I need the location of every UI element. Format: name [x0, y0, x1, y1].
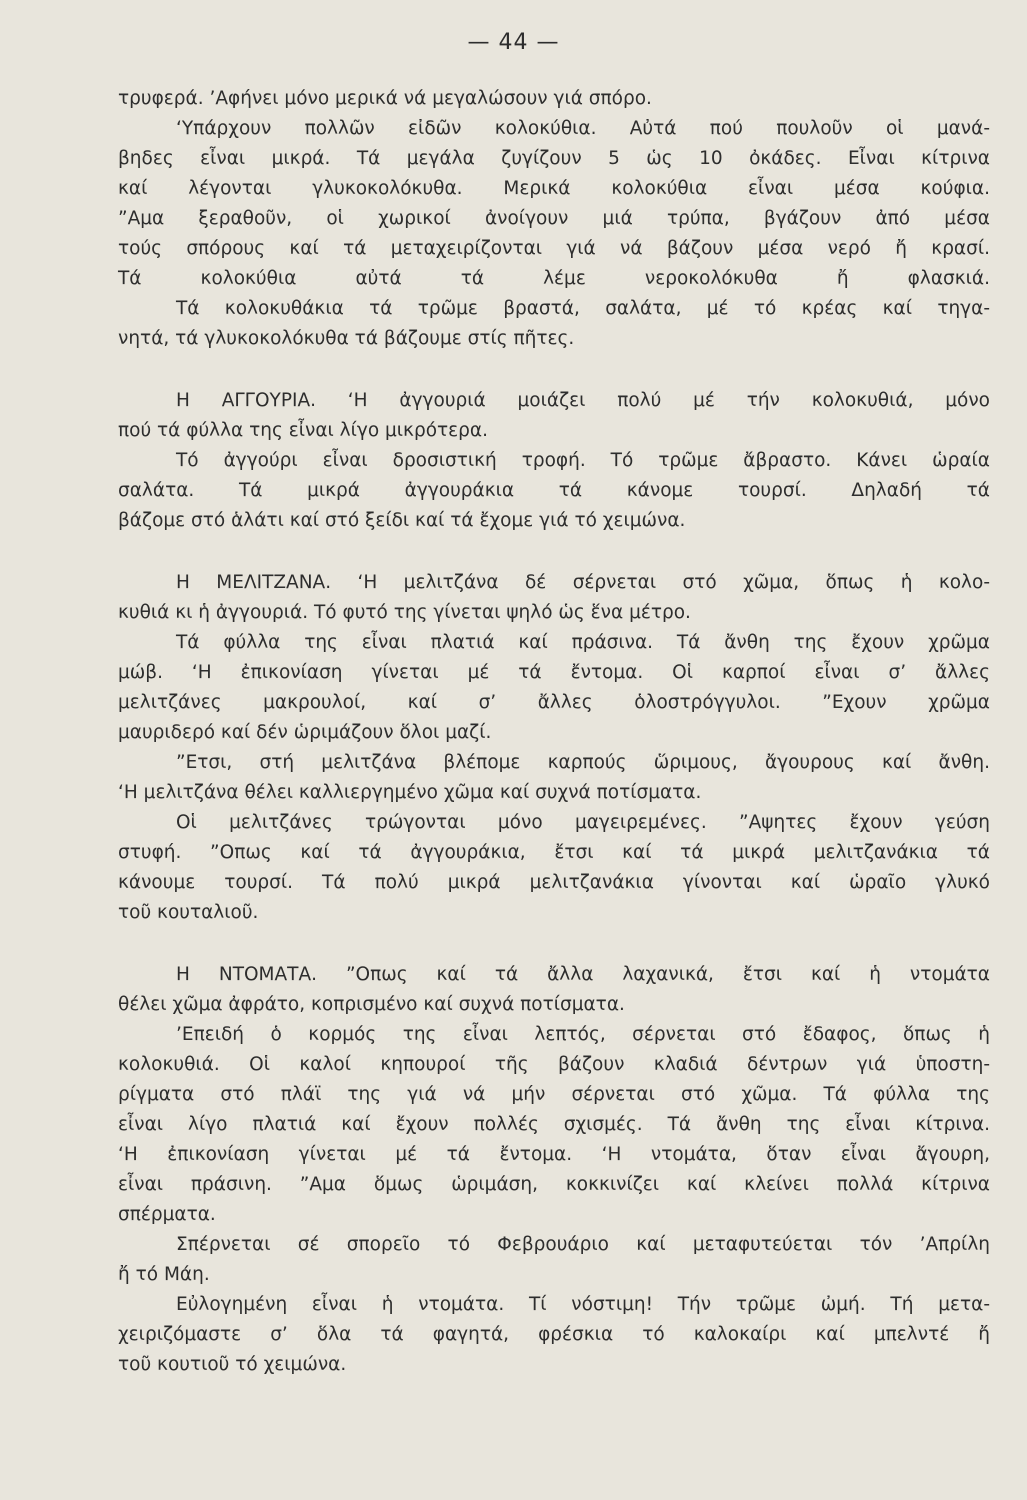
text-line: ‘Η ἐπικονίαση γίνεται μέ τά ἔντομα. ‘Η ντομάτα, ὅταν εἶναι ἄγουρη, — [118, 1144, 990, 1165]
text-line: στυφή. ”Οπως καί τά ἀγγουράκια, ἔτσι καί τά μικρά μελιτζανάκια τά — [118, 842, 990, 863]
text-line: κάνουμε τουρσί. Τά πολύ μικρά μελιτζανάκια γίνονται καί ὡραῖο γλυκό — [118, 872, 990, 893]
text-line: ”Ετσι, στή μελιτζάνα βλέπομε καρπούς ὥριμους, ἄγουρους καί ἄνθη. — [176, 752, 990, 773]
text-line: βηδες εἶναι μικρά. Τά μεγάλα ζυγίζουν 5 ὡς 10 ὀκάδες. Εἶναι κίτρινα — [118, 148, 990, 169]
text-line: σπέρματα. — [118, 1204, 216, 1225]
page-number: — 44 — — [467, 30, 560, 55]
text-line: τρυφερά. ’Αφήνει μόνο μερικά νά μεγαλώσουν γιά σπόρο. — [118, 88, 652, 109]
text-line: Τά κολοκυθάκια τά τρῶμε βραστά, σαλάτα, μέ τό κρέας καί τηγα- — [176, 298, 990, 319]
text-line: Τά φύλλα της εἶναι πλατιά καί πράσινα. Τά ἄνθη της ἔχουν χρῶμα — [176, 632, 990, 653]
text-line: ἤ τό Μάη. — [118, 1264, 210, 1285]
text-line: κολοκυθιά. Οἱ καλοί κηπουροί τῆς βάζουν κλαδιά δέντρων γιά ὑποστη- — [118, 1054, 990, 1075]
text-line: πού τά φύλλα της εἶναι λίγο μικρότερα. — [118, 420, 488, 441]
text-line: μαυριδερό καί δέν ὡριμάζουν ὅλοι μαζί. — [118, 722, 492, 743]
text-line: Σπέρνεται σέ σπορεῖο τό Φεβρουάριο καί μεταφυτεύεται τόν ’Απρίλη — [176, 1234, 990, 1255]
text-line: σαλάτα. Τά μικρά ἀγγουράκια τά κάνομε τουρσί. Δηλαδή τά — [118, 480, 990, 501]
text-line: βάζομε στό ἁλάτι καί στό ξείδι καί τά ἔχομε γιά τό χειμώνα. — [118, 510, 686, 531]
paragraph-gap — [118, 536, 990, 568]
text-line: εἶναι πράσινη. ”Αμα ὅμως ὡριμάση, κοκκινίζει καί κλείνει πολλά κίτρινα — [118, 1174, 990, 1195]
text-line: ρίγματα στό πλάϊ της γιά νά μήν σέρνεται στό χῶμα. Τά φύλλα της — [118, 1084, 990, 1105]
body-text — [118, 84, 990, 1380]
text-line: τοῦ κουτιοῦ τό χειμώνα. — [118, 1354, 347, 1375]
text-line: Εὐλογημένη εἶναι ἡ ντομάτα. Τί νόστιμη! Τήν τρῶμε ὠμή. Τή μετα- — [176, 1294, 990, 1315]
text-line: ‘Η μελιτζάνα θέλει καλλιεργημένο χῶμα καί συχνά ποτίσματα. — [118, 782, 702, 803]
text-line: Τά κολοκύθια αὐτά τά λέμε νεροκολόκυθα ἤ φλασκιά. — [118, 268, 990, 289]
text-line: μελιτζάνες μακρουλοί, καί σ’ ἄλλες ὁλοστρόγγυλοι. ”Εχουν χρῶμα — [118, 692, 990, 713]
text-line: μώβ. ‘Η ἐπικονίαση γίνεται μέ τά ἔντομα. Οἱ καρποί εἶναι σ’ ἄλλες — [118, 662, 990, 683]
text-line: ’Επειδή ὁ κορμός της εἶναι λεπτός, σέρνεται στό ἔδαφος, ὅπως ἡ — [176, 1024, 990, 1045]
text-line: κυθιά κι ἡ ἀγγουριά. Τό φυτό της γίνεται ψηλό ὡς ἕνα μέτρο. — [118, 602, 691, 623]
text-line: τούς σπόρους καί τά μεταχειρίζονται γιά νά βάζουν μέσα νερό ἤ κρασί. — [118, 238, 990, 259]
text-line: ‘Υπάρχουν πολλῶν εἰδῶν κολοκύθια. Αὐτά πού πουλοῦν οἱ μανά- — [176, 118, 990, 139]
text-line: Τό ἀγγούρι εἶναι δροσιστική τροφή. Τό τρῶμε ἄβραστο. Κάνει ὡραία — [176, 450, 990, 471]
text-line: νητά, τά γλυκοκολόκυθα τά βάζουμε στίς πῆτες. — [118, 328, 575, 349]
paragraph-gap — [118, 354, 990, 386]
text-line: θέλει χῶμα ἀφράτο, κοπρισμένο καί συχνά ποτίσματα. — [118, 994, 625, 1015]
text-line: Η ΑΓΓΟΥΡΙΑ. ‘Η ἀγγουριά μοιάζει πολύ μέ τήν κολοκυθιά, μόνο — [176, 390, 990, 411]
text-line: χειριζόμαστε σ’ ὅλα τά φαγητά, φρέσκια τό καλοκαίρι καί μπελντέ ἤ — [118, 1324, 990, 1345]
text-line: Η ΜΕΛΙΤΖΑΝΑ. ‘Η μελιτζάνα δέ σέρνεται στό χῶμα, ὅπως ἡ κολο- — [176, 572, 990, 593]
text-line: καί λέγονται γλυκοκολόκυθα. Μερικά κολοκύθια εἶναι μέσα κούφια. — [118, 178, 990, 199]
text-line: Η ΝΤΟΜΑΤΑ. ”Οπως καί τά ἄλλα λαχανικά, ἔτσι καί ἡ ντομάτα — [176, 964, 990, 985]
text-line: ”Αμα ξεραθοῦν, οἱ χωρικοί ἀνοίγουν μιά τρύπα, βγάζουν ἀπό μέσα — [118, 208, 990, 229]
paragraph-gap — [118, 928, 990, 960]
text-line: Οἱ μελιτζάνες τρώγονται μόνο μαγειρεμένες. ”Αψητες ἔχουν γεύση — [176, 812, 990, 833]
text-line: τοῦ κουταλιοῦ. — [118, 902, 259, 923]
text-line: εἶναι λίγο πλατιά καί ἔχουν πολλές σχισμές. Τά ἄνθη της εἶναι κίτρινα. — [118, 1114, 990, 1135]
